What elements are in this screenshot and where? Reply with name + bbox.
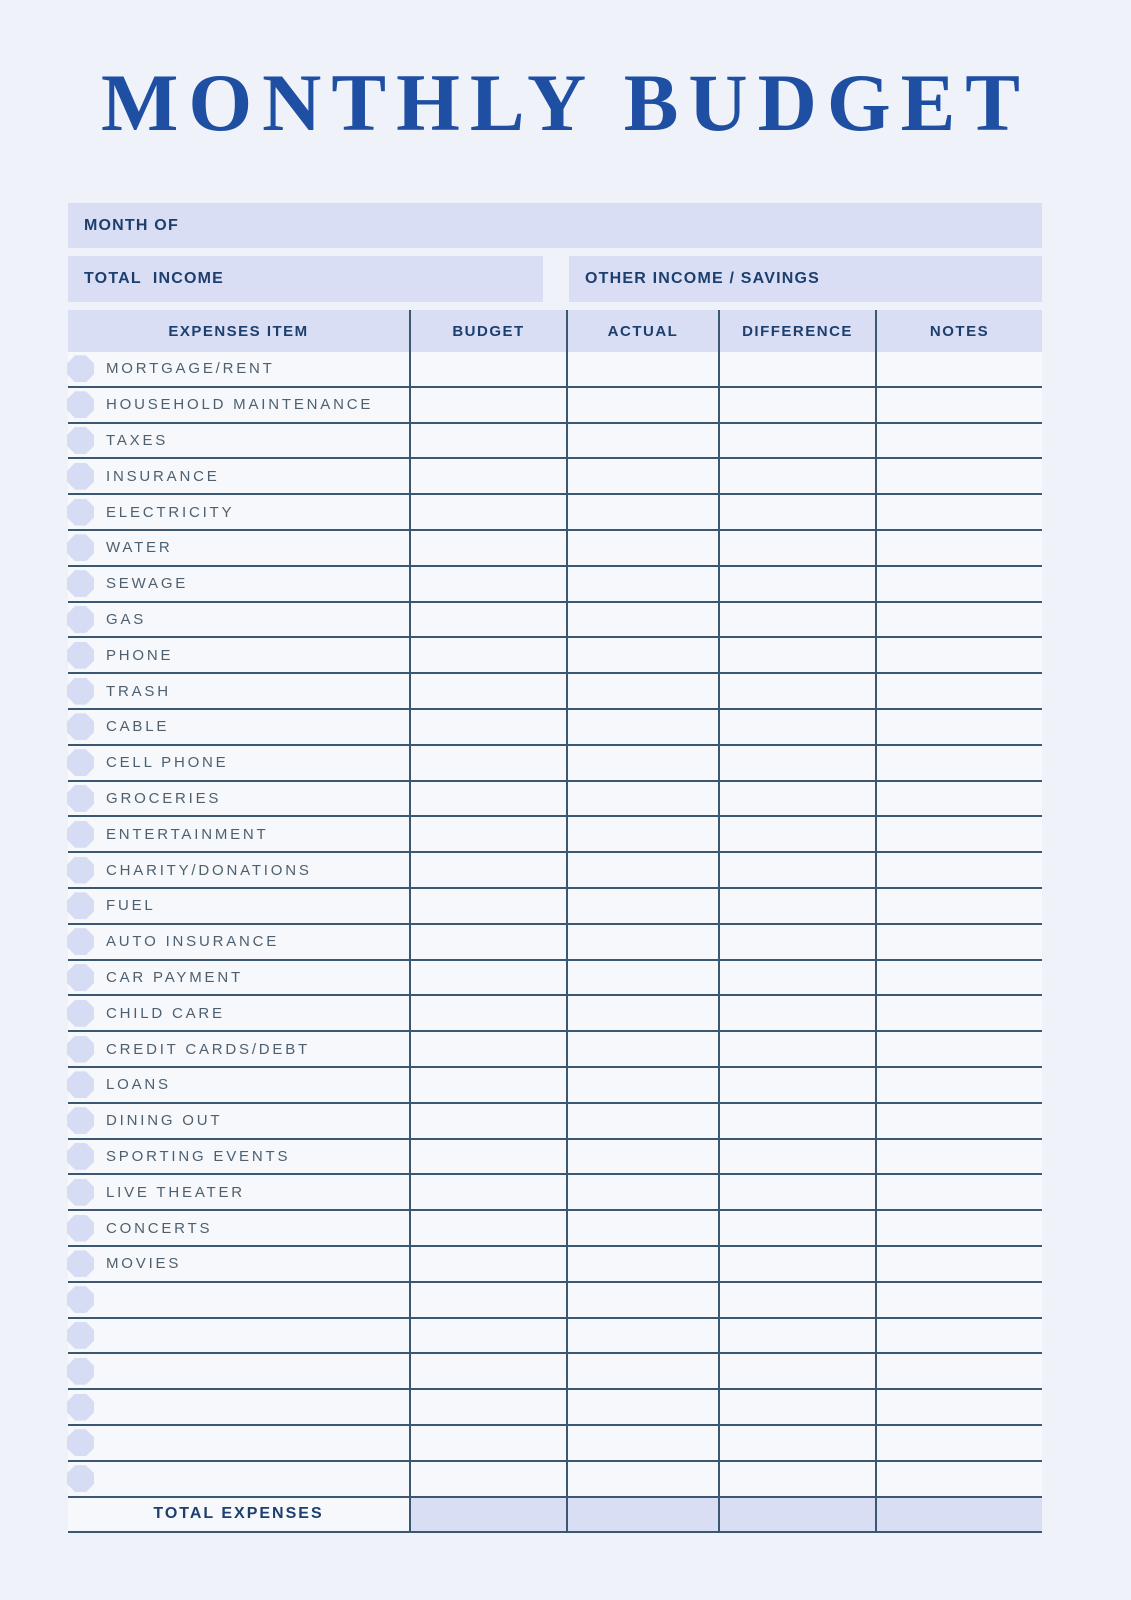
- other-income-label: OTHER INCOME / SAVINGS: [585, 270, 821, 287]
- notes-cell[interactable]: [875, 782, 1042, 816]
- budget-cell[interactable]: [409, 388, 566, 422]
- notes-cell[interactable]: [875, 424, 1042, 458]
- total-expenses-label: TOTAL EXPENSES: [153, 1505, 324, 1522]
- actual-cell[interactable]: [566, 1319, 718, 1353]
- bullet-icon: [67, 1215, 94, 1242]
- expense-row: [68, 352, 1042, 388]
- expense-item-cell: [68, 1390, 409, 1424]
- bullet-icon: [67, 713, 94, 740]
- difference-cell[interactable]: [718, 674, 875, 708]
- difference-cell[interactable]: [718, 1390, 875, 1424]
- expense-item-cell: [68, 1462, 409, 1496]
- expense-item-cell: [68, 996, 409, 1030]
- difference-cell[interactable]: [718, 782, 875, 816]
- notes-cell[interactable]: [875, 817, 1042, 851]
- actual-cell[interactable]: [566, 567, 718, 601]
- bullet-icon: [67, 857, 94, 884]
- expense-row: [68, 603, 1042, 639]
- budget-cell[interactable]: [409, 817, 566, 851]
- actual-cell[interactable]: [566, 1175, 718, 1209]
- expense-item-label: TAXES: [106, 431, 169, 449]
- budget-cell[interactable]: [409, 495, 566, 529]
- expense-item-cell: [68, 459, 409, 493]
- notes-cell[interactable]: [875, 638, 1042, 672]
- difference-cell[interactable]: [718, 1032, 875, 1066]
- bullet-icon: [67, 391, 94, 418]
- budget-cell[interactable]: [409, 1283, 566, 1317]
- expense-item-label: DINING OUT: [106, 1112, 223, 1130]
- expense-row: [68, 961, 1042, 997]
- difference-cell[interactable]: [718, 1247, 875, 1281]
- expense-row: [68, 459, 1042, 495]
- month-of-field[interactable]: [68, 203, 1042, 248]
- bullet-icon: [67, 1071, 94, 1098]
- budget-cell[interactable]: [409, 710, 566, 744]
- actual-cell[interactable]: [566, 424, 718, 458]
- expense-item-label: ELECTRICITY: [106, 503, 235, 521]
- bullet-icon: [67, 463, 94, 490]
- difference-cell[interactable]: [718, 495, 875, 529]
- budget-cell[interactable]: [409, 746, 566, 780]
- header-budget: BUDGET: [409, 310, 566, 352]
- bullet-icon: [67, 570, 94, 597]
- difference-cell[interactable]: [718, 925, 875, 959]
- expense-item-cell: [68, 674, 409, 708]
- expense-item-label: LIVE THEATER: [106, 1183, 245, 1201]
- bullet-icon: [67, 1107, 94, 1134]
- total-expenses-row: [68, 1498, 1042, 1533]
- budget-cell[interactable]: [409, 1140, 566, 1174]
- expense-row: [68, 853, 1042, 889]
- actual-cell[interactable]: [566, 961, 718, 995]
- actual-cell[interactable]: [566, 1247, 718, 1281]
- actual-cell[interactable]: [566, 1390, 718, 1424]
- table-header-row: [68, 310, 1042, 352]
- actual-cell[interactable]: [566, 531, 718, 565]
- actual-cell[interactable]: [566, 638, 718, 672]
- expense-row: [68, 1426, 1042, 1462]
- actual-cell[interactable]: [566, 1140, 718, 1174]
- expense-item-label: AUTO INSURANCE: [106, 933, 280, 951]
- budget-cell[interactable]: [409, 1247, 566, 1281]
- difference-cell[interactable]: [718, 1426, 875, 1460]
- bullet-icon: [67, 534, 94, 561]
- notes-cell[interactable]: [875, 889, 1042, 923]
- actual-cell[interactable]: [566, 782, 718, 816]
- expense-item-cell: [68, 388, 409, 422]
- actual-cell[interactable]: [566, 710, 718, 744]
- total-difference-cell[interactable]: [718, 1498, 875, 1531]
- bullet-icon: [67, 1322, 94, 1349]
- difference-cell[interactable]: [718, 1068, 875, 1102]
- budget-cell[interactable]: [409, 531, 566, 565]
- expense-item-cell: [68, 352, 409, 386]
- budget-cell[interactable]: [409, 1175, 566, 1209]
- actual-cell[interactable]: [566, 352, 718, 386]
- bullet-icon: [67, 1429, 94, 1456]
- bullet-icon: [67, 427, 94, 454]
- bullet-icon: [67, 1250, 94, 1277]
- budget-cell[interactable]: [409, 1319, 566, 1353]
- difference-cell[interactable]: [718, 1175, 875, 1209]
- budget-cell[interactable]: [409, 1462, 566, 1496]
- budget-cell[interactable]: [409, 567, 566, 601]
- expense-item-cell: [68, 889, 409, 923]
- actual-cell[interactable]: [566, 674, 718, 708]
- bullet-icon: [67, 1286, 94, 1313]
- expense-row: [68, 925, 1042, 961]
- expense-row: [68, 1283, 1042, 1319]
- actual-cell[interactable]: [566, 746, 718, 780]
- difference-cell[interactable]: [718, 531, 875, 565]
- expense-item-label: WATER: [106, 539, 173, 557]
- expense-item-label: GROCERIES: [106, 789, 222, 807]
- expense-item-label: FUEL: [106, 897, 156, 915]
- expense-item-label: CHARITY/DONATIONS: [106, 861, 312, 879]
- budget-cell[interactable]: [409, 853, 566, 887]
- difference-cell[interactable]: [718, 424, 875, 458]
- notes-cell[interactable]: [875, 603, 1042, 637]
- notes-cell[interactable]: [875, 1354, 1042, 1388]
- header-difference: DIFFERENCE: [718, 310, 875, 352]
- budget-cell[interactable]: [409, 1211, 566, 1245]
- expense-item-label: MOVIES: [106, 1255, 182, 1273]
- expense-item-cell: [68, 961, 409, 995]
- budget-cell[interactable]: [409, 352, 566, 386]
- actual-cell[interactable]: [566, 925, 718, 959]
- notes-cell[interactable]: [875, 853, 1042, 887]
- expense-item-label: TRASH: [106, 682, 171, 700]
- difference-cell[interactable]: [718, 1354, 875, 1388]
- expense-item-label: ENTERTAINMENT: [106, 825, 269, 843]
- expense-row: [68, 424, 1042, 460]
- expense-row: [68, 889, 1042, 925]
- bullet-icon: [67, 821, 94, 848]
- notes-cell[interactable]: [875, 1283, 1042, 1317]
- difference-cell[interactable]: [718, 746, 875, 780]
- expense-row: [68, 1175, 1042, 1211]
- notes-cell[interactable]: [875, 996, 1042, 1030]
- expense-item-label: PHONE: [106, 646, 174, 664]
- expense-item-cell: [68, 1283, 409, 1317]
- header-expenses-item: EXPENSES ITEM: [168, 322, 309, 340]
- budget-cell[interactable]: [409, 1104, 566, 1138]
- notes-cell[interactable]: [875, 925, 1042, 959]
- expense-item-cell: [68, 782, 409, 816]
- expense-item-cell: [68, 603, 409, 637]
- difference-cell[interactable]: [718, 1104, 875, 1138]
- difference-cell[interactable]: [718, 817, 875, 851]
- bullet-icon: [67, 892, 94, 919]
- notes-cell[interactable]: [875, 710, 1042, 744]
- total-actual-cell[interactable]: [566, 1498, 718, 1531]
- page-title: MONTHLY BUDGET: [100, 57, 1030, 148]
- bullet-icon: [67, 355, 94, 382]
- expense-item-cell: [68, 1319, 409, 1353]
- actual-cell[interactable]: [566, 1462, 718, 1496]
- expense-item-cell: [68, 1211, 409, 1245]
- total-notes-cell[interactable]: [875, 1498, 1042, 1531]
- budget-cell[interactable]: [409, 1354, 566, 1388]
- difference-cell[interactable]: [718, 1140, 875, 1174]
- budget-cell[interactable]: [409, 925, 566, 959]
- expense-item-label: INSURANCE: [106, 467, 220, 485]
- difference-cell[interactable]: [718, 352, 875, 386]
- total-budget-cell[interactable]: [409, 1498, 566, 1531]
- difference-cell[interactable]: [718, 459, 875, 493]
- actual-cell[interactable]: [566, 1211, 718, 1245]
- expense-item-cell: [68, 1140, 409, 1174]
- notes-cell[interactable]: [875, 459, 1042, 493]
- notes-cell[interactable]: [875, 352, 1042, 386]
- expense-item-label: CABLE: [106, 718, 170, 736]
- expense-row: [68, 567, 1042, 603]
- bullet-icon: [67, 606, 94, 633]
- notes-cell[interactable]: [875, 567, 1042, 601]
- expense-row: [68, 817, 1042, 853]
- notes-cell[interactable]: [875, 961, 1042, 995]
- header-notes: NOTES: [875, 310, 1042, 352]
- notes-cell[interactable]: [875, 531, 1042, 565]
- bullet-icon: [67, 642, 94, 669]
- actual-cell[interactable]: [566, 996, 718, 1030]
- notes-cell[interactable]: [875, 1175, 1042, 1209]
- actual-cell[interactable]: [566, 388, 718, 422]
- notes-cell[interactable]: [875, 1140, 1042, 1174]
- notes-cell[interactable]: [875, 1390, 1042, 1424]
- budget-cell[interactable]: [409, 674, 566, 708]
- expense-row: [68, 746, 1042, 782]
- table-body: [68, 352, 1042, 1498]
- expense-item-cell: [68, 746, 409, 780]
- expense-item-label: CAR PAYMENT: [106, 968, 243, 986]
- budget-cell[interactable]: [409, 889, 566, 923]
- expense-item-cell: [68, 1426, 409, 1460]
- notes-cell[interactable]: [875, 1211, 1042, 1245]
- expense-item-cell: [68, 1104, 409, 1138]
- expense-row: [68, 1140, 1042, 1176]
- actual-cell[interactable]: [566, 1354, 718, 1388]
- actual-cell[interactable]: [566, 853, 718, 887]
- expense-item-cell: [68, 1032, 409, 1066]
- expense-item-label: GAS: [106, 610, 147, 628]
- bullet-icon: [67, 749, 94, 776]
- expense-item-cell: [68, 531, 409, 565]
- bullet-icon: [67, 785, 94, 812]
- expense-item-label: CONCERTS: [106, 1219, 213, 1237]
- expense-row: [68, 495, 1042, 531]
- expense-item-cell: [68, 1354, 409, 1388]
- expense-row: [68, 710, 1042, 746]
- bullet-icon: [67, 1358, 94, 1385]
- bullet-icon: [67, 1465, 94, 1492]
- expense-item-cell: [68, 638, 409, 672]
- bullet-icon: [67, 499, 94, 526]
- month-of-label: MONTH OF: [84, 216, 179, 234]
- expense-item-cell: [68, 925, 409, 959]
- difference-cell[interactable]: [718, 961, 875, 995]
- expense-row: [68, 1390, 1042, 1426]
- actual-cell[interactable]: [566, 817, 718, 851]
- budget-cell[interactable]: [409, 1068, 566, 1102]
- difference-cell[interactable]: [718, 1319, 875, 1353]
- difference-cell[interactable]: [718, 388, 875, 422]
- notes-cell[interactable]: [875, 388, 1042, 422]
- bullet-icon: [67, 1000, 94, 1027]
- expense-row: [68, 1247, 1042, 1283]
- expense-item-label: CREDIT CARDS/DEBT: [106, 1040, 311, 1058]
- expense-row: [68, 1354, 1042, 1390]
- expense-item-cell: [68, 1175, 409, 1209]
- expense-row: [68, 638, 1042, 674]
- notes-cell[interactable]: [875, 1247, 1042, 1281]
- actual-cell[interactable]: [566, 603, 718, 637]
- budget-cell[interactable]: [409, 1032, 566, 1066]
- budget-cell[interactable]: [409, 961, 566, 995]
- bullet-icon: [67, 964, 94, 991]
- notes-cell[interactable]: [875, 1032, 1042, 1066]
- expense-row: [68, 1068, 1042, 1104]
- expense-item-cell: [68, 710, 409, 744]
- other-income-field[interactable]: [569, 256, 1042, 302]
- difference-cell[interactable]: [718, 1211, 875, 1245]
- budget-cell[interactable]: [409, 996, 566, 1030]
- expense-row: [68, 1462, 1042, 1498]
- difference-cell[interactable]: [718, 1283, 875, 1317]
- expense-item-cell: [68, 817, 409, 851]
- bullet-icon: [67, 1394, 94, 1421]
- total-expenses-label-cell: [68, 1498, 409, 1531]
- header-actual: ACTUAL: [566, 310, 718, 352]
- budget-cell[interactable]: [409, 638, 566, 672]
- difference-cell[interactable]: [718, 1462, 875, 1496]
- difference-cell[interactable]: [718, 889, 875, 923]
- bullet-icon: [67, 1036, 94, 1063]
- budget-cell[interactable]: [409, 1426, 566, 1460]
- bullet-icon: [67, 678, 94, 705]
- difference-cell[interactable]: [718, 638, 875, 672]
- budget-cell[interactable]: [409, 1390, 566, 1424]
- actual-cell[interactable]: [566, 1104, 718, 1138]
- notes-cell[interactable]: [875, 1104, 1042, 1138]
- expenses-table: [68, 310, 1042, 1533]
- expense-item-label: SPORTING EVENTS: [106, 1147, 291, 1165]
- difference-cell[interactable]: [718, 853, 875, 887]
- bullet-icon: [67, 1179, 94, 1206]
- total-income-field[interactable]: [68, 256, 543, 302]
- difference-cell[interactable]: [718, 996, 875, 1030]
- expense-row: [68, 1211, 1042, 1247]
- expense-row: [68, 1319, 1042, 1355]
- expense-item-label: MORTGAGE/RENT: [106, 360, 275, 378]
- expense-row: [68, 1032, 1042, 1068]
- budget-cell[interactable]: [409, 459, 566, 493]
- difference-cell[interactable]: [718, 567, 875, 601]
- notes-cell[interactable]: [875, 746, 1042, 780]
- expense-item-cell: [68, 567, 409, 601]
- expense-item-label: LOANS: [106, 1076, 171, 1094]
- actual-cell[interactable]: [566, 459, 718, 493]
- budget-cell[interactable]: [409, 424, 566, 458]
- expense-item-label: CELL PHONE: [106, 754, 229, 772]
- expense-row: [68, 531, 1042, 567]
- notes-cell[interactable]: [875, 1462, 1042, 1496]
- actual-cell[interactable]: [566, 1068, 718, 1102]
- expense-item-cell: [68, 1068, 409, 1102]
- notes-cell[interactable]: [875, 674, 1042, 708]
- actual-cell[interactable]: [566, 1283, 718, 1317]
- notes-cell[interactable]: [875, 495, 1042, 529]
- expense-row: [68, 996, 1042, 1032]
- notes-cell[interactable]: [875, 1068, 1042, 1102]
- bullet-icon: [67, 928, 94, 955]
- expense-row: [68, 388, 1042, 424]
- budget-cell[interactable]: [409, 603, 566, 637]
- expense-item-cell: [68, 495, 409, 529]
- expense-row: [68, 782, 1042, 818]
- bullet-icon: [67, 1143, 94, 1170]
- expense-row: [68, 674, 1042, 710]
- difference-cell[interactable]: [718, 710, 875, 744]
- expense-item-label: CHILD CARE: [106, 1004, 225, 1022]
- expense-item-cell: [68, 1247, 409, 1281]
- expense-item-cell: [68, 424, 409, 458]
- actual-cell[interactable]: [566, 495, 718, 529]
- expense-row: [68, 1104, 1042, 1140]
- actual-cell[interactable]: [566, 889, 718, 923]
- notes-cell[interactable]: [875, 1426, 1042, 1460]
- notes-cell[interactable]: [875, 1319, 1042, 1353]
- total-income-label: TOTAL INCOME: [84, 270, 225, 287]
- difference-cell[interactable]: [718, 603, 875, 637]
- expense-item-label: SEWAGE: [106, 575, 189, 593]
- actual-cell[interactable]: [566, 1032, 718, 1066]
- budget-cell[interactable]: [409, 782, 566, 816]
- expense-item-cell: [68, 853, 409, 887]
- expense-item-label: HOUSEHOLD MAINTENANCE: [106, 396, 374, 414]
- actual-cell[interactable]: [566, 1426, 718, 1460]
